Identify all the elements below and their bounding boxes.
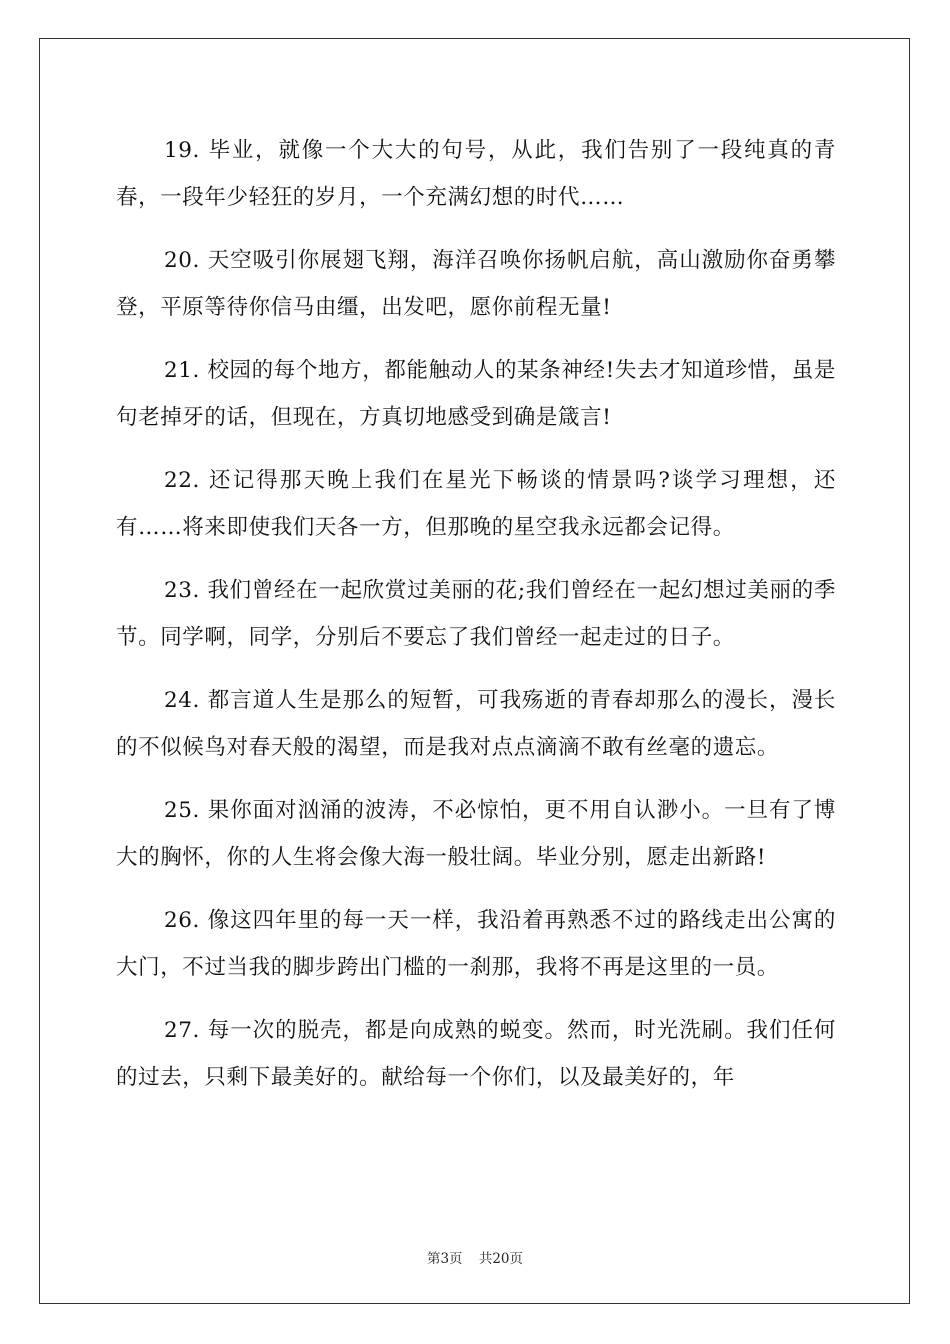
paragraph-20: 20. 天空吸引你展翅飞翔，海洋召唤你扬帆启航，高山激励你奋勇攀登，平原等待你信马由缰，出发吧，愿你前程无量! [116,248,836,320]
paragraph-23: 23. 我们曾经在一起欣赏过美丽的花;我们曾经在一起幻想过美丽的季节。同学啊，同学，分别后不要忘了我们曾经一起走过的日子。 [116,578,836,650]
paragraph-24: 24. 都言道人生是那么的短暂，可我殇逝的青春却那么的漫长，漫长的不似候鸟对春天般的渴望，而是我对点点滴滴不敢有丝毫的遗忘。 [116,688,836,760]
document-body [116,128,836,1118]
paragraph-25: 25. 果你面对汹涌的波涛，不必惊怕，更不用自认渺小。一旦有了博大的胸怀，你的人生将会像大海一般壮阔。毕业分别，愿走出新路! [116,798,836,870]
paragraph-27: 27. 每一次的脱壳，都是向成熟的蜕变。然而，时光洗刷。我们任何的过去，只剩下最美好的。献给每一个你们，以及最美好的，年 [116,1018,836,1090]
paragraph-21: 21. 校园的每个地方，都能触动人的某条神经!失去才知道珍惜，虽是句老掉牙的话，但现在，方真切地感受到确是箴言! [116,358,836,430]
page-footer [0,1247,950,1267]
paragraph-26: 26. 像这四年里的每一天一样，我沿着再熟悉不过的路线走出公寓的大门，不过当我的脚步跨出门槛的一刹那，我将不再是这里的一员。 [116,908,836,980]
paragraph-22: 22. 还记得那天晚上我们在星光下畅谈的情景吗?谈学习理想，还有……将来即使我们天各一方，但那晚的星空我永远都会记得。 [116,468,836,540]
page-number: 第3页 [426,1251,463,1267]
paragraph-19: 19. 毕业，就像一个大大的句号，从此，我们告别了一段纯真的青春，一段年少轻狂的岁月，一个充满幻想的时代…… [116,138,836,210]
page-total: 共20页 [478,1251,524,1267]
